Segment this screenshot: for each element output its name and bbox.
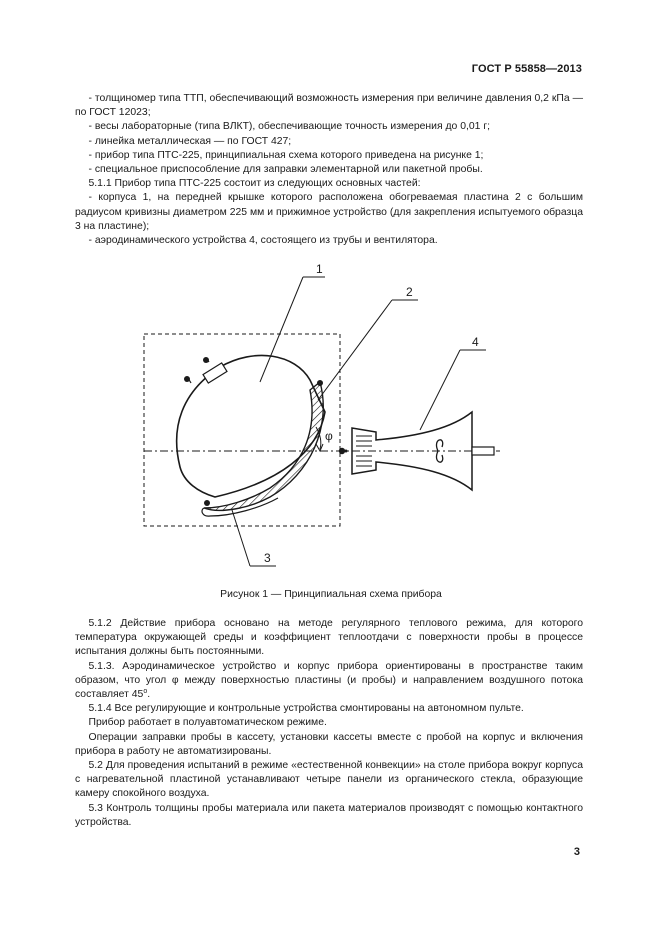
clause-5-1-4: 5.1.4 Все регулирующие и контрольные устройства смонтированы на автономном пульте.	[88, 703, 524, 715]
device-body	[177, 355, 325, 497]
equipment-list	[75, 92, 583, 248]
list-item: - специальное приспособление для заправки элементарной или пакетной пробы.	[88, 164, 483, 176]
clause-5-2: 5.2 Для проведения испытаний в режиме «естественной конвекции» на столе прибора вокруг корпуса с нагревательной пластиной устанавливают четыре панели из органического стекла, образующие камеру спокойного воздуха.	[75, 760, 583, 800]
callout-2: 2	[406, 285, 413, 299]
list-item: - линейка металлическая — по ГОСТ 427;	[88, 135, 292, 147]
motor-shaft	[472, 447, 494, 455]
clamp-knob	[203, 357, 209, 363]
figure-caption: Рисунок 1 — Принципиальная схема прибора	[220, 589, 442, 600]
degree-superscript: о	[143, 688, 148, 696]
body-text	[75, 617, 583, 830]
paragraph: Прибор работает в полуавтоматическом режиме.	[88, 717, 327, 729]
angle-symbol: φ	[325, 429, 333, 443]
device-schematic	[120, 252, 520, 582]
probe-point	[339, 448, 345, 454]
clamp-knob	[184, 376, 190, 382]
callout-4: 4	[472, 335, 479, 349]
document-code-header: ГОСТ Р 55858—2013	[471, 63, 582, 75]
list-item: - аэродинамического устройства 4, состоящего из трубы и вентилятора.	[88, 235, 438, 247]
plate-knob	[317, 380, 323, 386]
clause-5-1-3: 5.1.3. Аэродинамическое устройство и корпус прибора ориентированы в пространстве таким образом, что угол φ между поверхностью пластины (и пробы) и направлением воздушного потока составляет $45^о$.	[75, 660, 583, 701]
plate-knob	[204, 500, 210, 506]
heated-plate	[204, 382, 323, 510]
list-item: - корпуса 1, на передней крышке которого расположена обогреваемая пластина 2 с большим радиусом кривизны диаметром 225 мм и прижимное устройство (для закрепления испытуемого образца 3 на пластине);	[75, 192, 583, 232]
clause-5-1-2: 5.1.2 Действие прибора основано на методе регулярного теплового режима, для которого температура окружающей среды и коэффициент теплоотдачи с поверхности пробы в процессе испытания должны быть постоянными.	[75, 618, 583, 658]
callout-3: 3	[264, 551, 271, 565]
page-number: 3	[573, 846, 580, 858]
list-item: - толщиномер типа ТТП, обеспечивающий возможность измерения при величине давления 0,2 кПа — по ГОСТ 12023;	[75, 93, 583, 119]
callout-1: 1	[316, 262, 323, 276]
paragraph: Операции заправки пробы в кассету, установки кассеты вместе с пробой на корпус и включения прибора в работу не автоматизированы.	[75, 731, 583, 757]
list-item: - весы лабораторные (типа ВЛКТ), обеспечивающие точность измерения до 0,01 г;	[88, 121, 491, 133]
list-item: - прибор типа ПТС-225, принципиальная схема которого приведена на рисунке 1;	[88, 149, 484, 161]
clause-5-1-1: 5.1.1 Прибор типа ПТС-225 состоит из следующих основных частей:	[88, 178, 421, 190]
clause-5-3: 5.3 Контроль толщины пробы материала или пакета материалов производят с помощью контактного устройства.	[75, 802, 583, 828]
clamp-block	[203, 363, 227, 383]
